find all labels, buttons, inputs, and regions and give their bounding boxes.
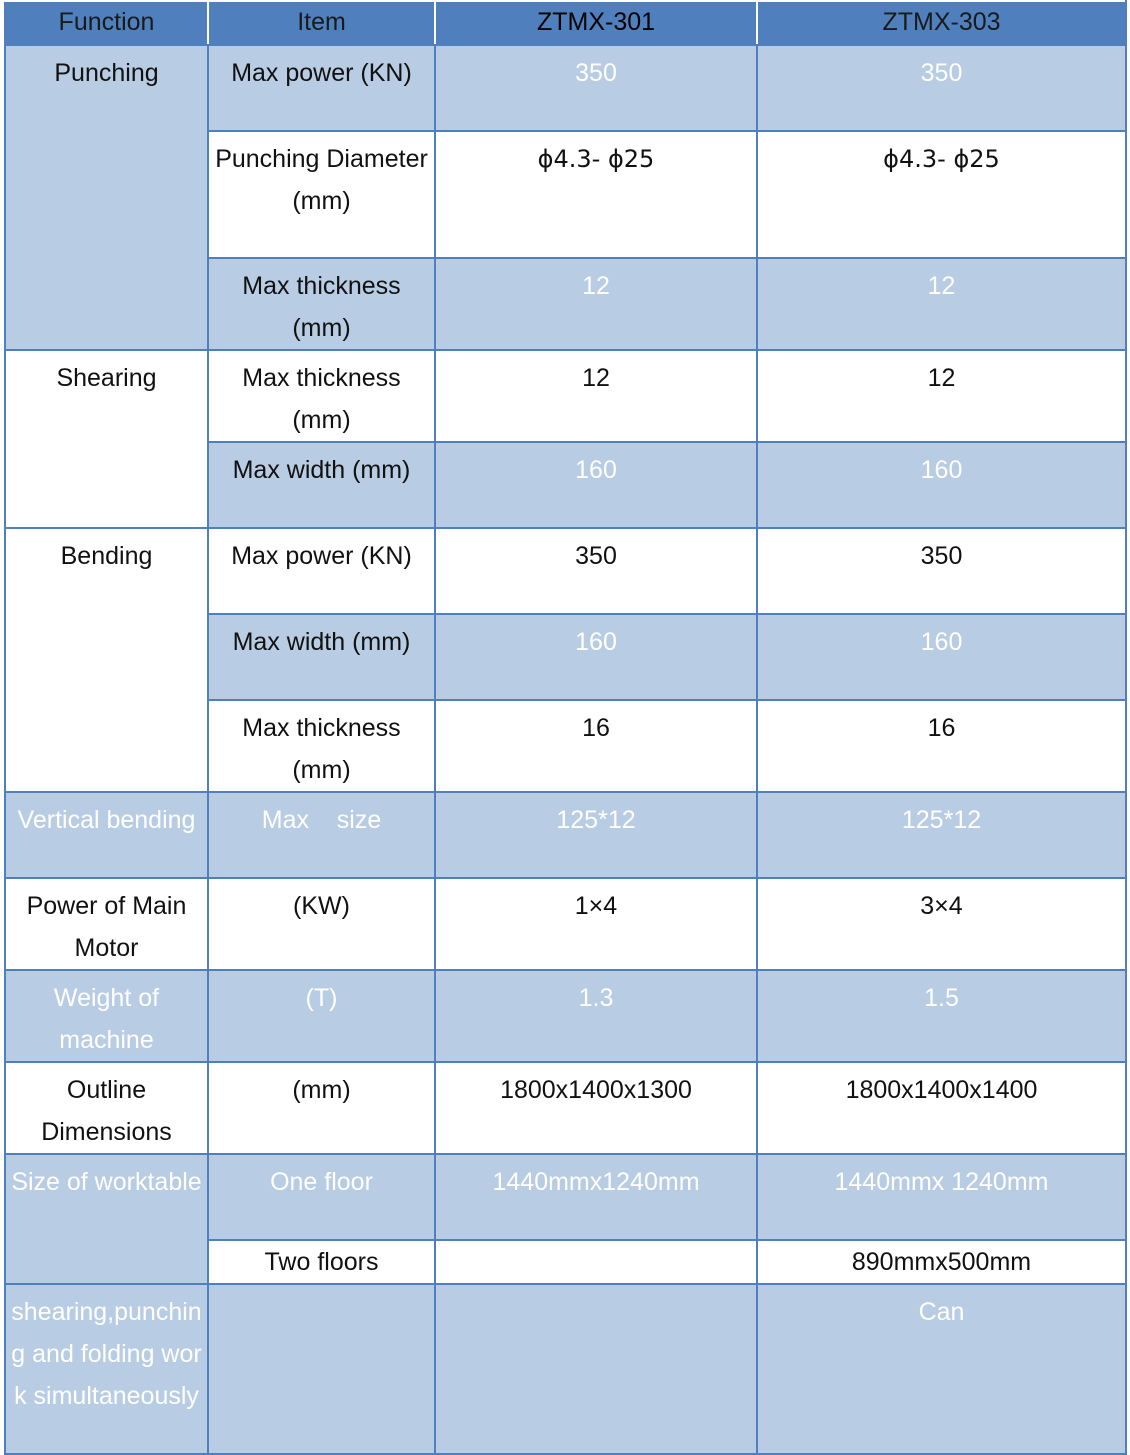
function-cell: Punching <box>5 45 208 350</box>
value-cell: 350 <box>757 528 1126 614</box>
function-cell: shearing,punching and folding work simultaneously <box>5 1284 208 1454</box>
item-cell: One floor <box>208 1154 435 1240</box>
item-cell: Max power (KN) <box>208 45 435 131</box>
value-cell: 1440mmx 1240mm <box>757 1154 1126 1240</box>
item-cell: Max thickness (mm) <box>208 700 435 792</box>
value-cell: 160 <box>757 614 1126 700</box>
value-cell: 350 <box>435 45 757 131</box>
value-cell: 1×4 <box>435 878 757 970</box>
value-cell: 350 <box>757 45 1126 131</box>
value-cell: 1.5 <box>757 970 1126 1062</box>
item-cell: Max width (mm) <box>208 442 435 528</box>
header-item: Item <box>208 1 435 45</box>
table-row <box>5 1062 1126 1154</box>
function-cell: Size of worktable <box>5 1154 208 1284</box>
item-cell: Max size <box>208 792 435 878</box>
function-cell: Bending <box>5 528 208 792</box>
value-cell: ϕ4.3- ϕ25 <box>757 131 1126 258</box>
value-cell: 1.3 <box>435 970 757 1062</box>
table-row <box>5 878 1126 970</box>
header-row <box>5 1 1126 45</box>
value-cell: 12 <box>757 258 1126 350</box>
value-cell: 12 <box>757 350 1126 442</box>
value-cell: 160 <box>757 442 1126 528</box>
value-cell: 1440mmx1240mm <box>435 1154 757 1240</box>
spec-table <box>4 0 1127 1455</box>
item-cell: Max power (KN) <box>208 528 435 614</box>
value-cell: 160 <box>435 614 757 700</box>
header-model-b: ZTMX-303 <box>757 1 1126 45</box>
table-row <box>5 970 1126 1062</box>
value-cell: Can <box>757 1284 1126 1454</box>
table-row <box>5 792 1126 878</box>
item-cell: Max width (mm) <box>208 614 435 700</box>
value-cell: 12 <box>435 350 757 442</box>
value-cell: ϕ4.3- ϕ25 <box>435 131 757 258</box>
value-cell: 890mmx500mm <box>757 1240 1126 1284</box>
value-cell <box>435 1284 757 1454</box>
table-row <box>5 1154 1126 1240</box>
function-cell: Weight of machine <box>5 970 208 1062</box>
function-cell: Outline Dimensions <box>5 1062 208 1154</box>
item-cell: (T) <box>208 970 435 1062</box>
item-cell: Two floors <box>208 1240 435 1284</box>
table-row <box>5 528 1126 614</box>
item-cell <box>208 1284 435 1454</box>
value-cell: 1800x1400x1400 <box>757 1062 1126 1154</box>
function-cell: Vertical bending <box>5 792 208 878</box>
value-cell: 350 <box>435 528 757 614</box>
header-function: Function <box>5 1 208 45</box>
value-cell: 3×4 <box>757 878 1126 970</box>
value-cell: 125*12 <box>757 792 1126 878</box>
table-row <box>5 350 1126 442</box>
item-cell: Max thickness (mm) <box>208 350 435 442</box>
value-cell: 16 <box>435 700 757 792</box>
table-row <box>5 1284 1126 1454</box>
value-cell: 1800x1400x1300 <box>435 1062 757 1154</box>
function-cell: Shearing <box>5 350 208 528</box>
item-cell: Punching Diameter (mm) <box>208 131 435 258</box>
table-row <box>5 45 1126 131</box>
item-cell: (KW) <box>208 878 435 970</box>
value-cell: 160 <box>435 442 757 528</box>
item-cell: (mm) <box>208 1062 435 1154</box>
function-cell: Power of Main Motor <box>5 878 208 970</box>
value-cell: 12 <box>435 258 757 350</box>
value-cell: 16 <box>757 700 1126 792</box>
value-cell <box>435 1240 757 1284</box>
header-model-a: ZTMX-301 <box>435 1 757 45</box>
value-cell: 125*12 <box>435 792 757 878</box>
item-cell: Max thickness (mm) <box>208 258 435 350</box>
